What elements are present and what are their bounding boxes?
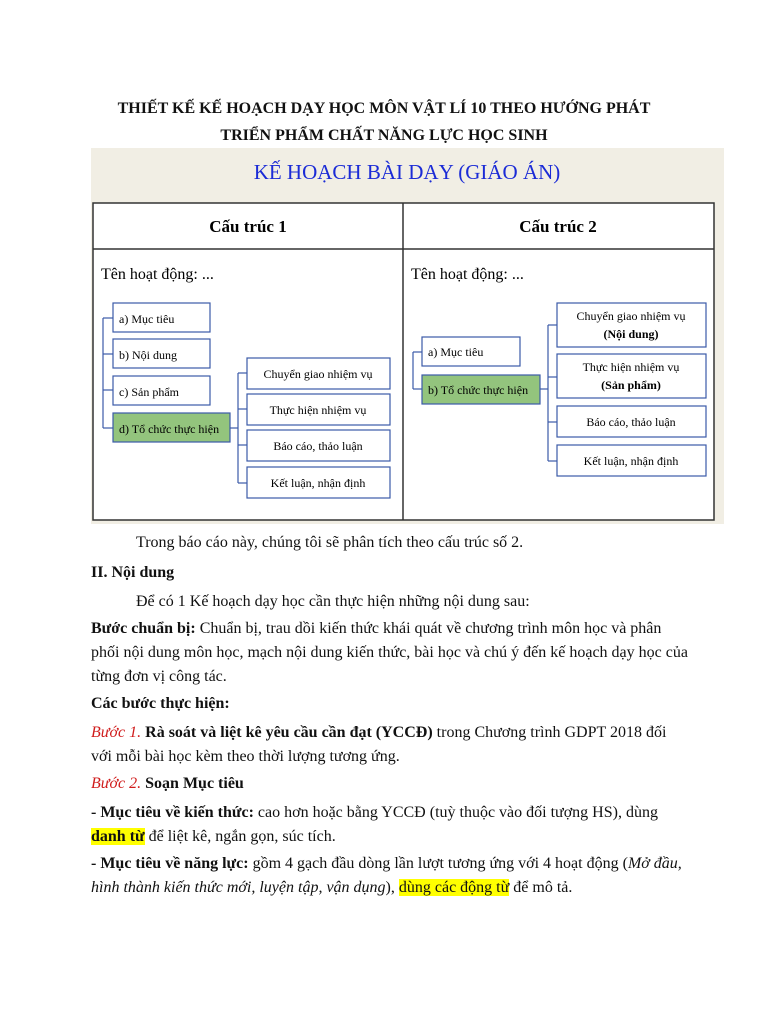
step1-text: trong Chương trình GDPT 2018 đối với mỗi bài học kèm theo thời lượng tương ứng.: [91, 724, 667, 765]
col2-header: Cấu trúc 2: [519, 217, 597, 236]
goal2-end: để mô tả.: [509, 879, 573, 896]
goal2-italic: Mở đầu, hình thành kiến thức mới, luyện tập, vận dụng: [91, 855, 682, 896]
steps-heading-text: Các bước thực hiện:: [91, 695, 230, 712]
goal1-end: để liệt kê, ngắn gọn, súc tích.: [144, 828, 336, 845]
lesson-plan-figure: [91, 148, 724, 524]
step2-bold: Soạn Mục tiêu: [141, 775, 244, 792]
col1-item-label: b) Nội dung: [119, 348, 177, 362]
col2-step-label: Thực hiện nhiệm vụ: [582, 360, 680, 374]
title-line-2: TRIỂN PHẨM CHẤT NĂNG LỰC HỌC SINH: [220, 127, 548, 144]
goal2-mid: ),: [385, 879, 399, 896]
col1-activity-name: Tên hoạt động: ...: [101, 266, 214, 283]
col2-item-label: b) Tổ chức thực hiện: [428, 383, 529, 397]
goal2-highlight: dùng các động từ: [398, 879, 510, 896]
col2-step-label: Kết luận, nhận định: [583, 454, 679, 468]
goal-competency-paragraph: [91, 852, 689, 900]
goal2-text: gồm 4 gạch đầu dòng lần lượt tương ứng với 4 hoạt động (: [248, 855, 628, 872]
col1-step-label: Thực hiện nhiệm vụ: [269, 403, 367, 417]
step1-paragraph: [91, 721, 689, 769]
step1-label: Bước 1.: [91, 724, 142, 741]
step1-bold: Rà soát và liệt kê yêu cầu cần đạt (YCCĐ): [141, 724, 433, 741]
intro-text: Trong báo cáo này, chúng tôi sẽ phân tích theo cấu trúc số 2.: [136, 534, 524, 551]
col2-step-label: Chuyển giao nhiệm vụ: [576, 309, 686, 323]
title-line-1: THIẾT KẾ KẾ HOẠCH DẠY HỌC MÔN VẬT LÍ 10 THEO HƯỚNG PHÁT: [117, 100, 651, 117]
col1-step-label: Kết luận, nhận định: [270, 476, 366, 490]
col1-header: Cấu trúc 1: [209, 217, 287, 236]
col2-activity-name: Tên hoạt động: ...: [411, 266, 524, 283]
prep-label: Bước chuẩn bị:: [91, 620, 196, 637]
section-intro-text: Để có 1 Kế hoạch dạy học cần thực hiện những nội dung sau:: [136, 593, 530, 610]
goal2-label: - Mục tiêu về năng lực:: [91, 855, 249, 872]
steps-heading: [91, 692, 691, 716]
section-heading-text: II. Nội dung: [91, 564, 175, 581]
figure-heading: KẾ HOẠCH BÀI DẠY (GIÁO ÁN): [253, 160, 561, 184]
step2-label: Bước 2.: [91, 775, 142, 792]
goal-knowledge-paragraph: [91, 801, 689, 849]
col1-step-label: Báo cáo, thảo luận: [273, 439, 363, 453]
col1-item-label: a) Mục tiêu: [119, 312, 175, 326]
intro-paragraph: [136, 531, 696, 555]
document-title: [60, 95, 708, 149]
step2-paragraph: [91, 772, 691, 796]
goal1-text: cao hơn hoặc bằng YCCĐ (tuỳ thuộc vào đối tượng HS), dùng: [253, 804, 658, 821]
section-heading: [91, 561, 691, 585]
col2-step-sublabel: (Sản phẩm): [601, 378, 661, 392]
prep-paragraph: [91, 617, 689, 689]
goal1-label: - Mục tiêu về kiến thức:: [91, 804, 254, 821]
col2-step-label: Báo cáo, thảo luận: [586, 415, 676, 429]
col2-item-label: a) Mục tiêu: [428, 345, 484, 359]
goal1-highlight: danh từ: [91, 828, 145, 845]
col1-item-label: c) Sản phẩm: [119, 385, 179, 399]
col2-step-sublabel: (Nội dung): [603, 327, 659, 341]
col1-item-label: d) Tổ chức thực hiện: [119, 422, 220, 436]
section-intro: [136, 590, 696, 614]
col1-step-label: Chuyển giao nhiệm vụ: [263, 367, 373, 381]
prep-text: Chuẩn bị, trau dồi kiến thức khái quát về chương trình môn học và phân phối nội dung môn học, mạch nội dung kiến thức, bài học và chú ý đến kế hoạch dạy học của từng đơn vị công tác.: [91, 620, 688, 685]
